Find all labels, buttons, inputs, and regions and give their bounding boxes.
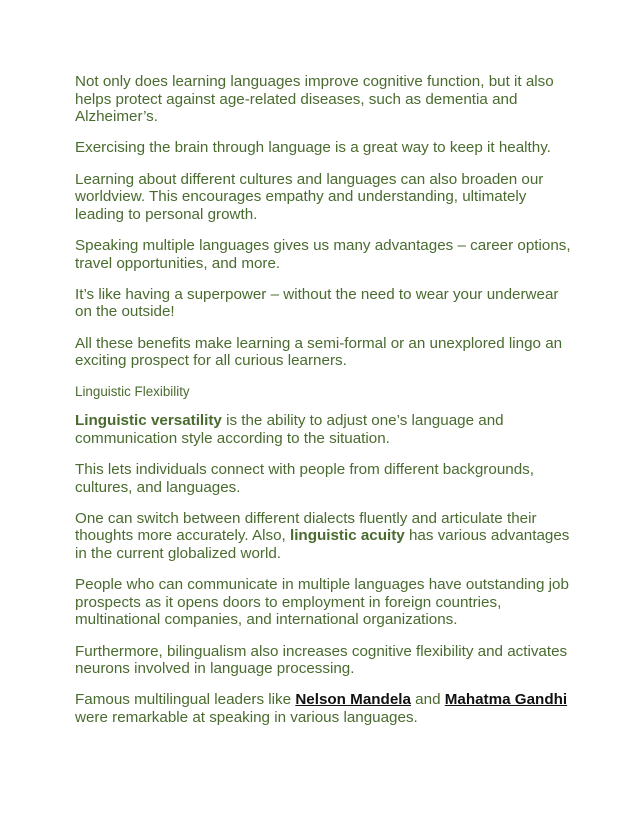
paragraph-multilingual-leaders bbox=[75, 691, 575, 726]
leaders-text-before: Famous multilingual leaders like bbox=[75, 691, 296, 709]
document-page bbox=[75, 73, 575, 740]
link-mahatma-gandhi[interactable]: Mahatma Gandhi bbox=[444, 691, 568, 709]
paragraph-exercising-brain: Exercising the brain through language is a great way to keep it healthy. bbox=[75, 139, 551, 157]
paragraph-cultures-worldview: Learning about different cultures and languages can also broaden our worldview. This encourages empathy and understanding, ultimately leading to personal growth. bbox=[75, 170, 544, 223]
term-linguistic-versatility: Linguistic versatility bbox=[75, 412, 222, 430]
paragraph-advantages: Speaking multiple languages gives us many advantages – career options, travel opportunities, and more. bbox=[75, 236, 571, 272]
acuity-text-after: has various advantages in the current globalized world. bbox=[75, 527, 570, 563]
link-nelson-mandela[interactable]: Nelson Mandela bbox=[295, 691, 411, 709]
paragraph-job-prospects: People who can communicate in multiple languages have outstanding job prospects as it opens doors to employment in foreign countries, multinational companies, and international organizations. bbox=[75, 576, 569, 629]
section-heading-linguistic-flexibility: Linguistic Flexibility bbox=[75, 384, 190, 400]
versatility-definition: is the ability to adjust one’s language and communication style according to the situation. bbox=[75, 412, 504, 447]
paragraph-connect: This lets individuals connect with people from different backgrounds, cultures, and languages. bbox=[75, 461, 534, 496]
paragraph-linguistic-versatility bbox=[75, 412, 575, 447]
paragraph-superpower: It’s like having a superpower – without the need to wear your underwear on the outside! bbox=[75, 285, 559, 321]
paragraph-linguistic-acuity bbox=[75, 510, 575, 563]
acuity-text-before: One can switch between different dialects fluently and articulate their thoughts more accurately. Also, bbox=[75, 509, 537, 545]
paragraph-bilingualism: Furthermore, bilingualism also increases cognitive flexibility and activates neurons involved in language processing. bbox=[75, 642, 568, 678]
paragraph-cognitive-function: Not only does learning languages improve cognitive function, but it also helps protect against age-related diseases, such as dementia and Alzheimer’s. bbox=[75, 73, 554, 126]
leaders-text-middle: and bbox=[410, 691, 445, 709]
paragraph-benefits: All these benefits make learning a semi-formal or an unexplored lingo an exciting prospect for all curious learners. bbox=[75, 334, 563, 370]
leaders-text-after: were remarkable at speaking in various languages. bbox=[75, 708, 418, 726]
term-linguistic-acuity: linguistic acuity bbox=[289, 527, 405, 545]
